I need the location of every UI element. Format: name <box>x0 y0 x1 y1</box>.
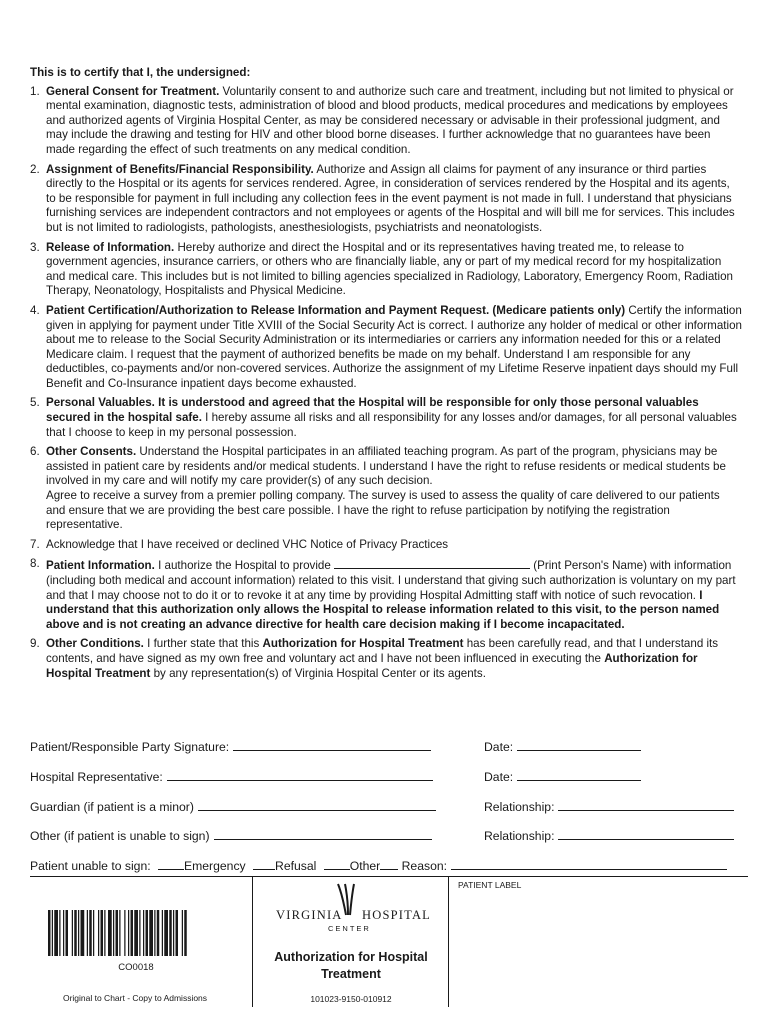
barcode-bar <box>87 910 88 956</box>
clause-title: Other Consents. <box>46 445 137 459</box>
barcode-bar <box>54 910 58 956</box>
clause-text: Certify the information given in applying for payment under Title XVIII of the Social Security Act is correct. I authorize any holder of medical or other information about me to release to the Social Security Administration or its intermediaries or carriers any information needed for this or a related Medicare claim. I request that the payment of authorized benefits be made on my behalf. Understand I am responsible for any deductibles, co-payments and/or non-covered services. Authorize the assignment of my Lifetime Reserve inpatient days should my Full Benefit and Co-Insurance inpatient days become exhausted. <box>46 303 742 390</box>
footer-column-divider <box>252 877 253 1007</box>
clause-text-2: (Print Person's Name) with information (including both medical and account information) related to this visit. I understand that giving such authorization is voluntary on my part and that I may choose not to do it or to revoke it at any time by providing Hospital Admitting staff with notice of such revocation. <box>46 559 736 602</box>
clause-9 <box>30 637 742 681</box>
clause-bold-text: It is understood and agreed that the Hospital will be responsible for only those personal valuables secured in the hospital safe. <box>46 396 699 425</box>
barcode-bar <box>124 910 125 956</box>
relationship-label: Relationship: <box>484 800 555 814</box>
clause-number: 4. <box>30 303 40 317</box>
barcode-bar <box>176 910 179 956</box>
barcode-bar <box>164 910 168 956</box>
form-title-line-2: Treatment <box>321 967 381 981</box>
clause-text-2: Agree to receive a survey from a premier polling company. The survey is used to assess the quality of care delivered to our patients and ensure that we are providing the best care possible. I have the right to refuse participation by notifying the registration representative. <box>46 489 720 532</box>
refusal-option: Refusal <box>275 859 317 873</box>
emergency-option: Emergency <box>184 859 246 873</box>
barcode-bar <box>184 910 187 956</box>
clause-text: Voluntarily consent to and authorize such care and treatment, including but not limited to physical or mental examination, diagnostic tests, administration of blood and blood products, medical procedures and medications by employees and authorized agents of Virginia Hospital Center, as may be considered necessary or advisable in their professional judgment, and may include the drawing and testing for HIV and other blood borne diseases. I further acknowledge that no guarantees have been made regarding the effect of such treatments on any medical condition. <box>46 84 734 156</box>
clause-4 <box>30 304 742 392</box>
barcode-bar <box>169 910 172 956</box>
barcode-bar <box>139 910 140 956</box>
clause-title: Personal Valuables. <box>46 396 155 410</box>
clause-2 <box>30 163 742 236</box>
clause-text: Hereby authorize and direct the Hospital and or its representatives having treated me, to release to government agencies, insurance carriers, or others who are financially liable, any or part of my medical record for my hospitalization and medical care. This includes but is not limited to billing agencies specialized in Radiology, Laboratory, Emergency Room, Radiation Therapy, Neonatology, Hospitalists and Physical Medicine. <box>46 240 733 298</box>
barcode-bar <box>134 910 138 956</box>
clause-text: Understand the Hospital participates in an affiliated teaching program. As part of the program, physicians may be assisted in patient care by residents and/or medical students. I understand I have the right to refuse residents or medical students be involved in my care and will notify my care provider(s) of any such decision. <box>46 445 726 488</box>
barcode-bar <box>74 910 77 956</box>
other-signer-field[interactable] <box>214 827 432 840</box>
clause-number: 8. <box>30 557 40 571</box>
hospital-logo <box>266 882 436 932</box>
person-name-field[interactable] <box>334 557 530 569</box>
patient-signature-label: Patient/Responsible Party Signature: <box>30 740 230 754</box>
clause-title: Patient Certification/Authorization to Release Information and Payment Request. (Medicare patients only) <box>46 303 626 317</box>
other-option: Other <box>349 859 381 873</box>
form-title-line-1: Authorization for Hospital <box>274 950 428 964</box>
clause-title: General Consent for Treatment. <box>46 84 220 98</box>
patient-label-area: PATIENT LABEL <box>458 880 522 890</box>
form-name-ref: Authorization for Hospital Treatment <box>262 637 464 651</box>
clause-list <box>30 85 742 682</box>
barcode-bar <box>157 910 160 956</box>
clause-text-2: has been carefully read, and that I understand its contents, and have signed as my own free and voluntary act and I have not been influenced in executing the <box>46 637 719 665</box>
clause-title: Patient Information. <box>46 559 155 573</box>
clause-number: 1. <box>30 84 40 98</box>
clause-number: 2. <box>30 162 40 176</box>
barcode-bar <box>116 910 119 956</box>
hospital-rep-label: Hospital Representative: <box>30 770 163 784</box>
barcode-bar <box>63 910 64 956</box>
refusal-check-field[interactable] <box>253 857 275 870</box>
footer-column-divider-2 <box>448 877 449 1007</box>
emergency-check-field[interactable] <box>158 857 184 870</box>
clause-number: 9. <box>30 637 40 651</box>
consent-document <box>30 66 742 686</box>
clause-text: Authorize and Assign all claims for payment of any insurance or third parties directly to the Hospital or its agents for services rendered. Agree, in consideration of services rendered by the Hospital and its agents, to be responsible for payment in full including any collection fees in the event payment is not made in full. I understand that physicians furnishing services are independent contractors and not employees or agents of the Hospital and will bill me for services. This includes but is not limited to radiologists, pathologists, anesthesiologists, psychiatrists and neonatologists. <box>46 162 735 234</box>
barcode-bar <box>66 910 69 956</box>
clause-number: 6. <box>30 445 40 459</box>
patient-date-field[interactable] <box>517 738 641 751</box>
relationship-label: Relationship: <box>484 829 555 843</box>
clause-text: I authorize the Hospital to provide <box>158 559 331 573</box>
barcode-bar <box>101 910 104 956</box>
logo-text-right: HOSPITAL <box>362 908 432 922</box>
clause-title: Release of Information. <box>46 240 175 254</box>
form-title <box>254 949 448 983</box>
barcode-bar <box>89 910 92 956</box>
barcode-bar <box>146 910 149 956</box>
clause-text-3: by any representation(s) of Virginia Hospital Center or its agents. <box>153 666 486 680</box>
guardian-relationship-field[interactable] <box>558 798 734 811</box>
copy-note: Original to Chart - Copy to Admissions <box>62 993 208 1003</box>
barcode-bar <box>162 910 163 956</box>
logo-text-left: VIRGINIA <box>276 908 343 922</box>
barcode-bar <box>131 910 134 956</box>
clause-7 <box>30 538 742 553</box>
barcode-bar <box>154 910 155 956</box>
barcode-bar <box>98 910 99 956</box>
clause-text: I further state that this <box>147 637 260 651</box>
barcode-bar <box>81 910 85 956</box>
barcode-bar <box>119 910 120 956</box>
barcode-bar <box>93 910 94 956</box>
other-relationship-field[interactable] <box>558 827 734 840</box>
barcode-bar <box>108 910 112 956</box>
clause-1 <box>30 85 742 158</box>
barcode-code: CO0018 <box>118 962 154 973</box>
clause-number: 5. <box>30 396 40 410</box>
other-check-field[interactable] <box>324 857 350 870</box>
barcode-bar <box>113 910 114 956</box>
footer-divider <box>30 876 748 877</box>
clause-text: Acknowledge that I have received or declined VHC Notice of Privacy Practices <box>46 537 449 551</box>
barcode-bar <box>173 910 174 956</box>
clause-title: Other Conditions. <box>46 637 144 651</box>
barcode-bar <box>128 910 129 956</box>
other-label: Other (if patient is unable to sign) <box>30 829 210 843</box>
barcode-bar <box>182 910 183 956</box>
barcode <box>46 910 236 960</box>
unable-to-sign-label: Patient unable to sign: <box>30 859 151 873</box>
reason-field[interactable] <box>451 857 727 870</box>
logo-subtext: CENTER <box>328 924 371 933</box>
intro-heading: This is to certify that I, the undersigned: <box>30 66 251 79</box>
form-number: 101023-9150-010912 <box>310 994 392 1004</box>
date-label: Date: <box>484 770 514 784</box>
form-name-ref-2: Authorization for Hospital Treatment <box>46 651 698 680</box>
clause-title: Assignment of Benefits/Financial Responsibility. <box>46 162 314 176</box>
clause-5 <box>30 396 742 440</box>
clause-number: 3. <box>30 240 40 254</box>
clause-6 <box>30 445 742 533</box>
clause-bold-text: I understand that this authorization only allows the Hospital to release information related to this visit, to the person named above and is not creating an advance directive for health care decision making if I become incapacitated. <box>46 588 720 631</box>
clause-text: I hereby assume all risks and all responsibility for any losses and/or damages, for all personal valuables that I choose to keep in my personal possession. <box>46 411 737 439</box>
reason-label: Reason: <box>401 859 448 873</box>
clause-number: 7. <box>30 537 40 551</box>
barcode-bar <box>48 910 51 956</box>
barcode-bar <box>149 910 153 956</box>
date-label: Date: <box>484 740 514 754</box>
clause-3 <box>30 241 742 299</box>
clause-8 <box>30 557 742 632</box>
hospital-rep-field[interactable] <box>167 768 433 781</box>
hospital-rep-date-field[interactable] <box>517 768 641 781</box>
guardian-field[interactable] <box>198 798 436 811</box>
barcode-bar <box>72 910 73 956</box>
barcode-bar <box>78 910 79 956</box>
barcode-bars <box>48 910 187 956</box>
patient-signature-field[interactable] <box>233 738 431 751</box>
guardian-label: Guardian (if patient is a minor) <box>30 800 194 814</box>
barcode-bar <box>52 910 53 956</box>
barcode-bar <box>59 910 60 956</box>
barcode-bar <box>104 910 105 956</box>
barcode-bar <box>143 910 144 956</box>
other-option-field[interactable] <box>380 857 398 870</box>
